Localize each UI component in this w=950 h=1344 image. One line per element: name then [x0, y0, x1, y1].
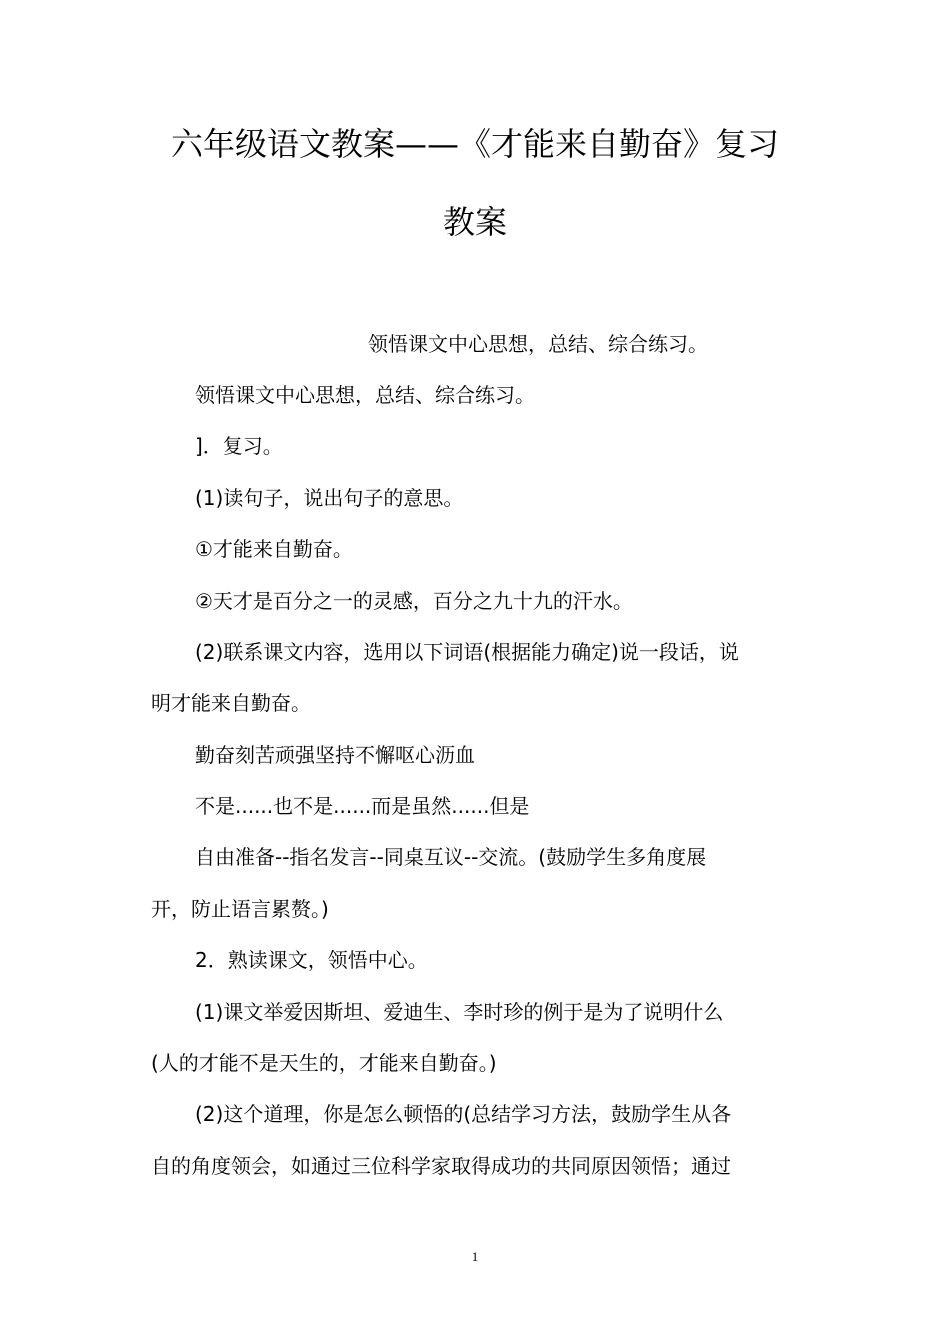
paragraph-line: 开，防止语言累赘。): [151, 897, 329, 921]
paragraph-line: 2．熟读课文，领悟中心。: [195, 948, 428, 972]
document-title-line-1: 六年级语文教案——《才能来自勤奋》复习: [170, 125, 779, 163]
paragraph-line: (2)这个道理，你是怎么顿悟的(总结学习方法，鼓励学生从各: [195, 1102, 732, 1126]
paragraph-line: ②天才是百分之一的灵感，百分之九十九的汗水。: [195, 589, 633, 613]
paragraph-line: (2)联系课文内容，选用以下词语(根据能力确定)说一段话，说: [195, 640, 739, 664]
paragraph-line: 自由准备--指名发言--同桌互议--交流。(鼓励学生多角度展: [195, 845, 707, 869]
page-number: 1: [471, 1249, 479, 1264]
paragraph-line: ①才能来自勤奋。: [195, 537, 353, 561]
paragraph-line: 不是......也不是......而是虽然......但是: [195, 794, 530, 818]
document-title-line-2: 教案: [442, 203, 507, 241]
paragraph-line: (1)读句子，说出句子的意思。: [195, 486, 464, 510]
paragraph-line: 明才能来自勤奋。: [151, 691, 311, 715]
paragraph-line: 领悟课文中心思想，总结、综合练习。: [195, 383, 535, 407]
paragraph-line: (人的才能不是天生的，才能来自勤奋。): [151, 1051, 497, 1075]
paragraph-line: 勤奋刻苦顽强坚持不懈呕心沥血: [195, 743, 475, 767]
paragraph-line: ]．复习。: [195, 434, 283, 458]
document-subtitle: 领悟课文中心思想，总结、综合练习。: [368, 332, 708, 356]
paragraph-line: 自的角度领会，如通过三位科学家取得成功的共同原因领悟；通过: [151, 1154, 731, 1178]
paragraph-line: (1)课文举爱因斯坦、爱迪生、李时珍的例于是为了说明什么: [195, 1000, 724, 1024]
